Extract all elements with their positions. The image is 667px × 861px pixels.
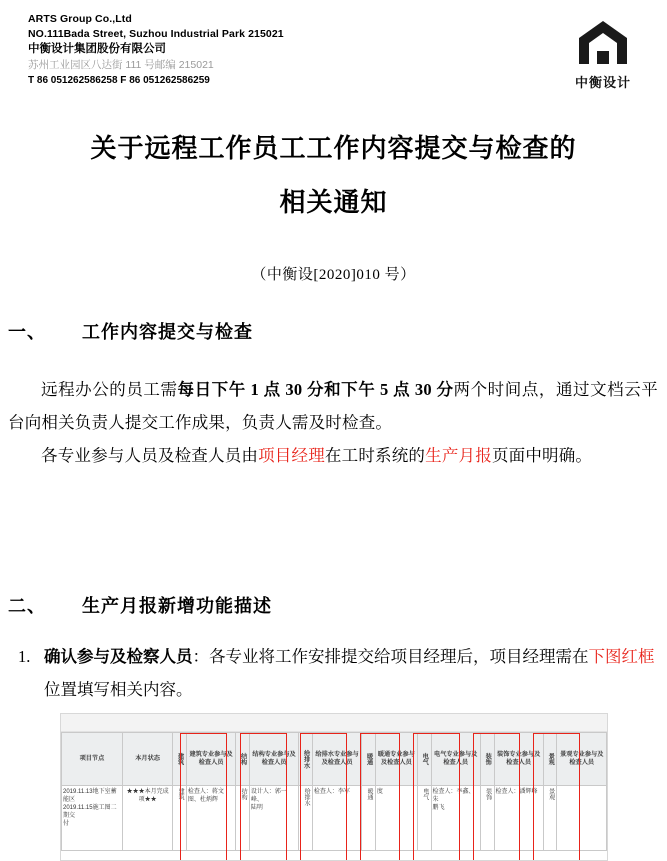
run-red-monthly-report: 生产月报 <box>425 446 492 465</box>
cell-elec-short[interactable] <box>417 786 431 851</box>
col-plumb-short: 给排水 <box>299 733 313 786</box>
company-name-en: ARTS Group Co.,Ltd <box>28 13 132 25</box>
section-one <box>8 318 658 344</box>
col-elec-people: 电气专业参与及检查人员 <box>431 733 480 786</box>
cell-land-people[interactable] <box>557 786 607 851</box>
section-two-body <box>8 640 658 706</box>
document-number: （中衡设[2020]010 号） <box>251 267 416 283</box>
cell-decor-short-text: 装饰 <box>484 788 491 800</box>
col-struct-short: 结构 <box>236 733 250 786</box>
page-title-line2: 相关通知 <box>279 188 388 217</box>
letterhead <box>28 12 588 88</box>
col-land-short: 景观 <box>543 733 557 786</box>
company-logo <box>565 18 641 91</box>
company-address-en: NO.111Bada Street, Suzhou Industrial Park 215021 <box>28 27 284 40</box>
col-elec-short: 电气 <box>417 733 431 786</box>
embedded-screenshot <box>60 713 608 861</box>
cell-decor-short[interactable] <box>480 786 494 851</box>
section-two-number: 二、 <box>8 596 46 616</box>
cell-land-short-text: 景观 <box>547 788 554 800</box>
col-decor-short: 装饰 <box>480 733 494 786</box>
cell-arch-short-text: 建筑 <box>177 788 184 800</box>
page-title <box>50 122 617 230</box>
section-two-heading <box>8 592 658 618</box>
list-item-marker: 1. <box>18 647 31 666</box>
run-plain-2: 两个时间点，通过文档云平台向相关负责人提交工作成果，负责人需及时检查。 <box>8 380 658 432</box>
table-header-row <box>62 733 607 786</box>
paragraph-submit-times <box>8 373 658 439</box>
section-two <box>8 592 658 618</box>
cell-plumb-short-text: 给排水 <box>303 788 310 806</box>
cell-arch-short[interactable] <box>173 786 187 851</box>
col-status: 本月状态 <box>122 733 172 786</box>
paragraph-assign-roles <box>8 439 658 472</box>
cell-node[interactable]: 2019.11.13地下室蓄能区 2019.11.15施工图二期交 付 <box>62 786 123 851</box>
col-decor-people: 装饰专业参与及检查人员 <box>494 733 543 786</box>
company-name-cn: 中衡设计集团股份有限公司 <box>28 43 166 55</box>
table-row <box>62 786 607 851</box>
cell-arch-people[interactable]: 检查人：蒋文 图、杜炳辉 <box>186 786 235 851</box>
cell-plumb-people[interactable]: 检查人：李军 <box>312 786 361 851</box>
col-hvac-short: 暖通 <box>362 733 376 786</box>
item-run-plain-1: ：各专业将工作安排提交给项目经理后，项目经理需在 <box>192 647 589 666</box>
arts-mark-icon <box>575 18 631 68</box>
col-land-people: 景观专业参与及检查人员 <box>557 733 607 786</box>
section-two-title: 生产月报新增功能描述 <box>82 596 272 616</box>
logo-text: 中衡设计 <box>574 75 631 90</box>
company-contact: T 86 051262586258 F 86 051262586259 <box>28 75 210 86</box>
run-plain-4: 在工时系统的 <box>324 446 426 465</box>
screenshot-inner <box>61 714 607 860</box>
cell-struct-short[interactable] <box>236 786 250 851</box>
cell-hvac-short-text: 暖通 <box>366 788 373 800</box>
item-run-plain-2: 位置填写相关内容。 <box>44 680 193 699</box>
col-struct-people: 结构专业参与及检查人员 <box>249 733 298 786</box>
section-one-heading <box>8 318 658 344</box>
item-run-red: 下图红框 <box>588 647 655 666</box>
run-plain-5: 页面中明确。 <box>491 446 593 465</box>
cell-status[interactable]: ★★★本月完成项★★ <box>122 786 172 851</box>
screenshot-toolbar <box>61 714 607 732</box>
cell-hvac-people[interactable]: 度 <box>375 786 417 851</box>
col-hvac-people: 暖通专业参与及检查人员 <box>375 733 417 786</box>
col-arch-people: 建筑专业参与及检查人员 <box>186 733 235 786</box>
run-plain-3: 各专业参与人员及检查人员由 <box>41 446 259 465</box>
cell-elec-people[interactable]: 检查人：李鑫、朱 鹏飞 <box>431 786 480 851</box>
cell-elec-short-text: 电气 <box>421 788 428 800</box>
company-address-cn: 苏州工业园区八达街 111 号邮编 215021 <box>28 59 214 71</box>
run-red-project-manager: 项目经理 <box>258 446 325 465</box>
production-monthly-report-table <box>61 732 607 851</box>
col-plumb-people: 给排水专业参与及检查人员 <box>312 733 361 786</box>
section-one-number: 一、 <box>8 322 46 342</box>
run-plain-1: 远程办公的员工需 <box>41 380 178 399</box>
cell-hvac-short[interactable] <box>362 786 376 851</box>
section-one-body <box>8 373 658 472</box>
cell-struct-people[interactable]: 设计人：郭一峰、 陆明 <box>249 786 298 851</box>
cell-land-short[interactable] <box>543 786 557 851</box>
numbered-item-list <box>8 640 658 706</box>
section-one-title: 工作内容提交与检查 <box>82 322 253 342</box>
cell-struct-short-text: 结构 <box>240 788 247 800</box>
page-title-line1: 关于远程工作员工工作内容提交与检查的 <box>90 134 577 163</box>
col-arch-short: 建筑 <box>173 733 187 786</box>
list-item <box>8 640 658 706</box>
cell-plumb-short[interactable] <box>299 786 313 851</box>
item-title: 确认参与及检察人员 <box>44 647 193 666</box>
cell-decor-people[interactable]: 检查人：潘辉峰 <box>494 786 543 851</box>
col-node: 项目节点 <box>62 733 123 786</box>
run-bold-times: 每日下午 1 点 30 分和下午 5 点 30 分 <box>177 380 454 399</box>
